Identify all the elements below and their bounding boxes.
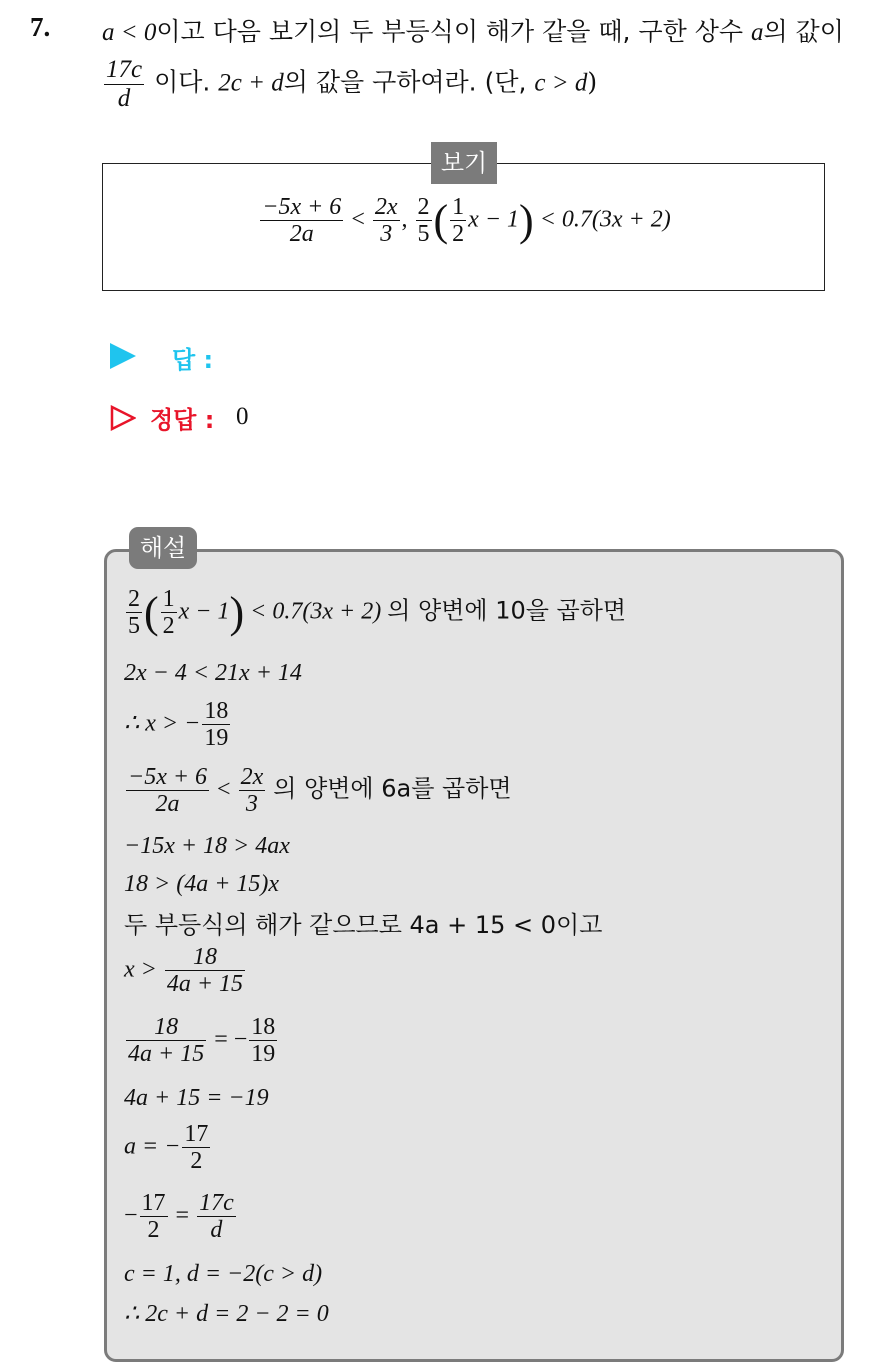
l9-num: 18: [126, 1014, 206, 1041]
l12-pre: −: [124, 1202, 138, 1229]
l4-rhs-num: 2x: [240, 764, 264, 790]
l8-den: 4a + 15: [166, 971, 244, 998]
l1-text: 의 양변에 10을 곱하면: [387, 596, 627, 625]
l1-inner-den: 2: [162, 613, 175, 640]
l9-rnum: 18: [251, 1014, 276, 1040]
example-box-label: 보기: [431, 142, 497, 184]
ineq2-coef: [416, 194, 432, 248]
l12-den: 2: [147, 1217, 160, 1244]
variable-a: a: [750, 19, 764, 46]
l1-coef-den: 5: [128, 613, 140, 640]
solution-line-2: 2x − 4 < 21x + 14: [124, 660, 302, 686]
solution-line-1: $\frac{2}{5}$ ( $\frac{1}{2}$ x − 1) < 0.7(3x + 2) 의 양변에 10을 곱하면: [128, 586, 627, 640]
fraction-denominator: d: [117, 84, 131, 112]
l3-num: 18: [204, 698, 229, 724]
ineq2-rhs: < 0.7(3x + 2): [539, 206, 671, 233]
l11-den: 2: [190, 1148, 203, 1175]
solution-line-13: c = 1, d = −2(c > d): [124, 1261, 323, 1287]
l4-num: −5x + 6: [128, 764, 208, 790]
l12-rden: d: [210, 1217, 223, 1244]
question-text-2: 이다.: [154, 67, 219, 97]
condition-a: a < 0: [102, 19, 157, 46]
ineq2-inner-num: 1: [452, 194, 465, 220]
question-text-3: 의 값을 구하여라. (단,: [283, 67, 535, 97]
solution-line-6: 18 > (4a + 15)x: [124, 871, 280, 897]
condition-cd: c > d: [534, 69, 588, 97]
question-number: 7.: [30, 12, 51, 42]
l1-inner-num: 1: [162, 586, 175, 612]
example-inequalities: $\frac{-5x + 6}{2a}$ < $\frac{2x}{3}$ , $\frac{2}{5}$ ( $\frac{1}{2}$ x − 1) < 0.7(3x + 2): [262, 194, 671, 248]
l12-num: 17: [141, 1190, 166, 1216]
ineq2-coef-den: 5: [417, 221, 430, 248]
ineq1-lhs: [260, 194, 343, 248]
question-line-1: [102, 12, 844, 48]
l3-den: 19: [204, 725, 229, 752]
ineq1-rhs: [373, 194, 400, 248]
solution-line-9: [124, 1014, 279, 1068]
l4-den: 2a: [155, 791, 180, 818]
l1-rest: x − 1: [178, 598, 230, 625]
answer-label: 답 :: [172, 346, 214, 374]
l8-pre: x >: [124, 956, 157, 983]
question-text-1: 이고 다음 보기의 두 부등식이 해가 같을 때, 구한 상수: [156, 17, 751, 46]
correct-answer-value: 0: [236, 403, 249, 430]
solution-line-4: [124, 764, 512, 818]
solution-label: 해설: [129, 527, 197, 569]
solution-line-14: ∴ 2c + d = 2 − 2 = 0: [124, 1301, 329, 1327]
solution-line-11: [124, 1121, 212, 1175]
l8-num: 18: [165, 944, 245, 971]
question-close-paren: ): [587, 67, 598, 97]
ineq1-lhs-num: −5x + 6: [262, 194, 342, 220]
ineq2-coef-num: 2: [417, 194, 430, 220]
ineq2-inner-den: 2: [452, 221, 465, 248]
l1-rhs: < 0.7(3x + 2): [250, 598, 382, 625]
ineq1-rhs-den: 3: [380, 221, 393, 248]
ineq-separator: ,: [401, 206, 408, 233]
question-text-1-end: 의 값이: [763, 17, 844, 46]
l4-text: 의 양변에 6a를 곱하면: [273, 774, 512, 803]
solution-line-12: [124, 1190, 238, 1244]
l3-pre: ∴ x > −: [124, 710, 201, 737]
correct-answer-label: 정답 :: [150, 406, 215, 434]
l11-pre: a = −: [124, 1133, 181, 1160]
fraction-numerator: 17c: [106, 56, 143, 83]
l11-num: 17: [184, 1121, 209, 1147]
answer-fraction: [104, 56, 144, 112]
solution-line-7: 두 부등식의 해가 같으므로 4a + 15 < 0이고: [124, 911, 603, 939]
ineq1-lhs-den: 2a: [289, 221, 314, 248]
solution-line-8: [124, 944, 247, 998]
l9-den: 4a + 15: [128, 1041, 205, 1068]
ineq1-rhs-num: 2x: [374, 194, 398, 220]
solution-line-10: 4a + 15 = −19: [124, 1085, 269, 1111]
l9-mid: = −: [214, 1026, 248, 1053]
l12-rnum: 17c: [199, 1190, 234, 1216]
l12-mid: =: [175, 1202, 190, 1229]
target-expression: 2c + d: [218, 69, 284, 97]
solution-line-5: −15x + 18 > 4ax: [124, 833, 290, 859]
ineq2-inner: [450, 194, 466, 248]
correct-answer-triangle-icon: [110, 405, 136, 431]
l4-op: <: [217, 776, 231, 803]
answer-play-icon: [110, 343, 136, 369]
l9-rden: 19: [251, 1041, 276, 1068]
ineq2-inner-rest: x − 1: [468, 206, 520, 233]
solution-line-3: [124, 698, 232, 752]
question-line-2: [102, 56, 597, 112]
l1-coef-num: 2: [128, 586, 140, 612]
l4-rhs-den: 3: [245, 791, 258, 818]
ineq1-op: <: [351, 206, 365, 233]
